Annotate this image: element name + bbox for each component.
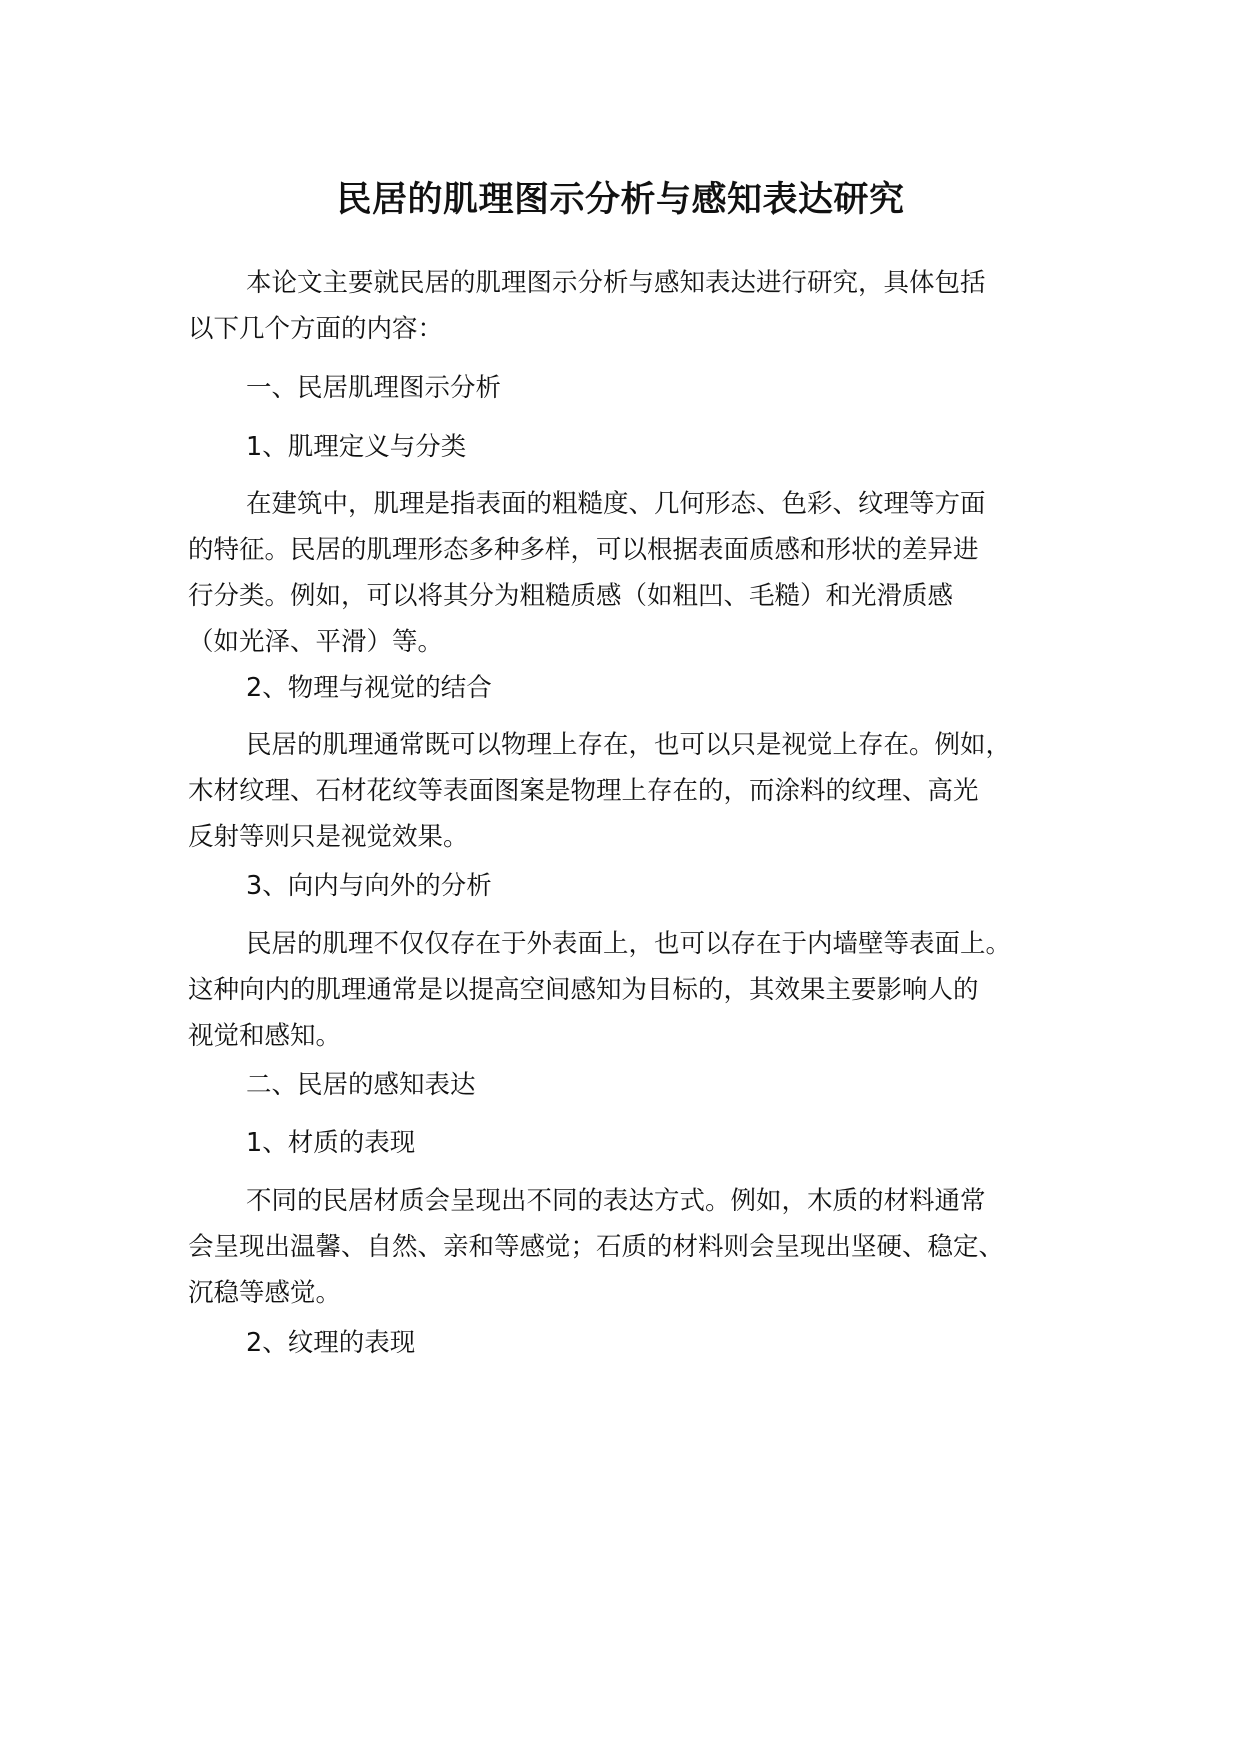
paragraph-line: 本论文主要就民居的肌理图示分析与感知表达进行研究，具体包括 <box>246 268 986 298</box>
section-heading-2: 二、民居的感知表达 <box>246 1070 476 1100</box>
paragraph-line: 民居的肌理通常既可以物理上存在，也可以只是视觉上存在。例如， <box>246 730 1012 760</box>
paragraph-line: 这种向内的肌理通常是以提高空间感知为目标的，其效果主要影响人的 <box>188 975 979 1005</box>
paragraph-line: 民居的肌理不仅仅存在于外表面上，也可以存在于内墙壁等表面上。 <box>246 929 1012 959</box>
subsection-heading-1-2: 2、物理与视觉的结合 <box>246 673 492 703</box>
paragraph-line: 木材纹理、石材花纹等表面图案是物理上存在的，而涂料的纹理、高光 <box>188 776 979 806</box>
document-title: 民居的肌理图示分析与感知表达研究 <box>336 180 905 220</box>
paragraph-line: （如光泽、平滑）等。 <box>188 627 444 657</box>
paragraph-line: 沉稳等感觉。 <box>188 1278 342 1308</box>
subsection-heading-1-3: 3、向内与向外的分析 <box>246 871 492 901</box>
subsection-heading-2-1: 1、材质的表现 <box>246 1128 416 1158</box>
paragraph-line: 会呈现出温馨、自然、亲和等感觉；石质的材料则会呈现出坚硬、稳定、 <box>188 1232 1005 1262</box>
paragraph-line: 在建筑中，肌理是指表面的粗糙度、几何形态、色彩、纹理等方面 <box>246 489 986 519</box>
paragraph-line: 反射等则只是视觉效果。 <box>188 822 469 852</box>
section-heading-1: 一、民居肌理图示分析 <box>246 373 502 403</box>
paragraph-1-2 <box>188 722 1078 860</box>
subsection-heading-1-1: 1、肌理定义与分类 <box>246 432 467 462</box>
paragraph-line: 不同的民居材质会呈现出不同的表达方式。例如，木质的材料通常 <box>246 1186 986 1216</box>
intro-paragraph <box>188 260 1078 352</box>
paragraph-line: 视觉和感知。 <box>188 1021 342 1051</box>
subsection-heading-2-2: 2、纹理的表现 <box>246 1328 416 1358</box>
paragraph-line: 行分类。例如，可以将其分为粗糙质感（如粗凹、毛糙）和光滑质感 <box>188 581 954 611</box>
paragraph-1-3 <box>188 921 1078 1059</box>
paragraph-line: 的特征。民居的肌理形态多种多样，可以根据表面质感和形状的差异进 <box>188 535 979 565</box>
paragraph-2-1 <box>188 1178 1078 1316</box>
paragraph-1-1 <box>188 481 1078 665</box>
paragraph-line: 以下几个方面的内容： <box>188 314 444 344</box>
